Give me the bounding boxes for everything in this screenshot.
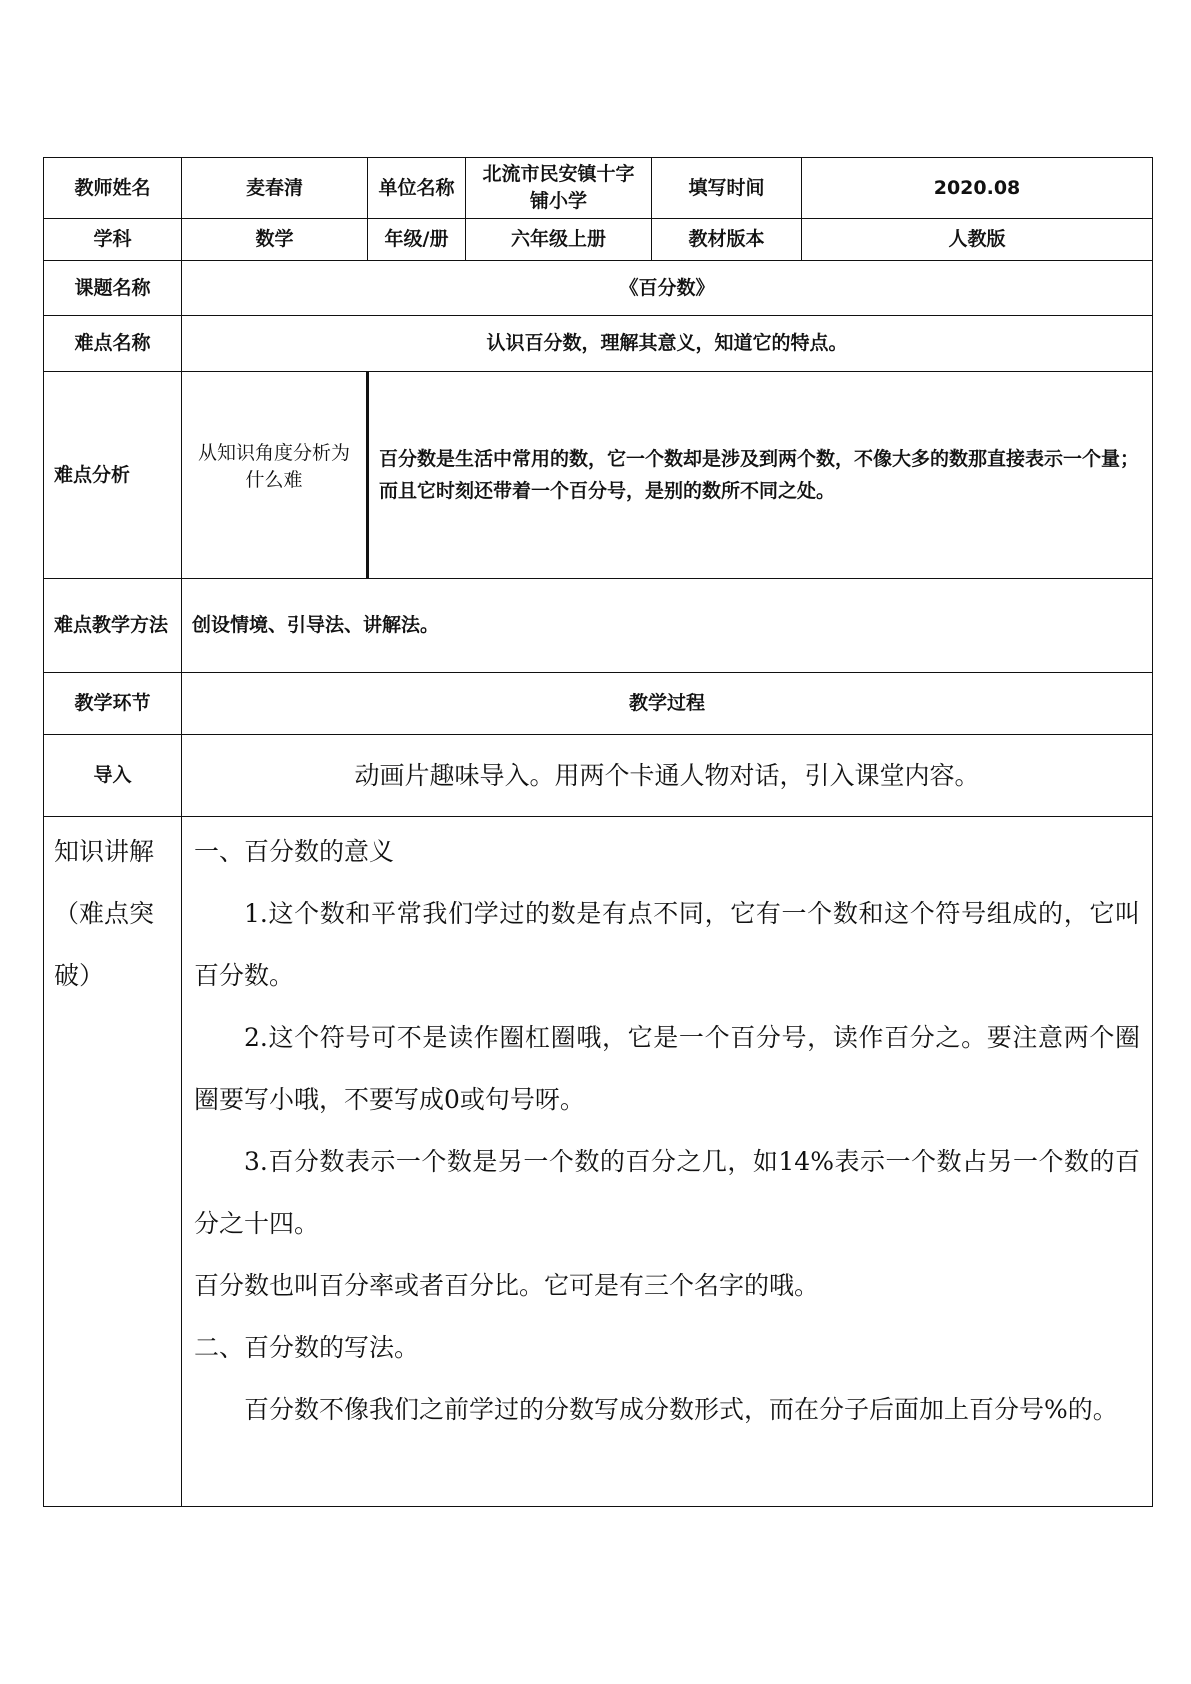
knowledge-paragraph-writing: 百分数不像我们之前学过的分数写成分数形式，而在分子后面加上百分号%的。: [244, 1395, 1118, 1424]
row-difficulty: [44, 316, 1153, 372]
row-method: [44, 579, 1153, 673]
knowledge-label-line-2: （难点突: [54, 899, 155, 928]
unit-name-label: 单位名称: [368, 158, 466, 219]
topic-label: 课题名称: [44, 261, 182, 316]
row-intro: [44, 735, 1153, 817]
subject-value: 数学: [182, 219, 368, 261]
fill-time-value: 2020.08: [802, 158, 1153, 219]
knowledge-content: [182, 817, 1153, 1507]
teacher-name-value: 麦春清: [182, 158, 368, 219]
teacher-name-label: 教师姓名: [44, 158, 182, 219]
row-subject-info: [44, 219, 1153, 261]
method-label: 难点教学方法: [44, 579, 182, 673]
stage-column-header: 教学环节: [44, 673, 182, 735]
difficulty-label: 难点名称: [44, 316, 182, 372]
knowledge-label: [44, 817, 182, 1507]
row-analysis: [44, 372, 1153, 579]
knowledge-paragraph-1: 1.这个数和平常我们学过的数是有点不同，它有一个数和这个符号组成的，它叫百分数。: [194, 899, 1140, 990]
edition-label: 教材版本: [652, 219, 802, 261]
analysis-label: 难点分析: [44, 372, 182, 579]
row-knowledge: [44, 817, 1153, 1507]
knowledge-paragraph-2: 2.这个符号可不是读作圈杠圈哦，它是一个百分号，读作百分之。要注意两个圈圈要写小哦，不要写成0或句号呀。: [194, 1023, 1140, 1114]
analysis-sub-label: 从知识角度分析为什么难: [182, 372, 368, 579]
method-value: 创设情境、引导法、讲解法。: [182, 579, 1153, 673]
knowledge-paragraph-3: 3.百分数表示一个数是另一个数的百分之几，如14%表示一个数占另一个数的百分之十四。: [194, 1147, 1140, 1238]
edition-value: 人教版: [802, 219, 1153, 261]
unit-name-value: 北流市民安镇十字铺小学: [466, 158, 652, 219]
analysis-value: 百分数是生活中常用的数，它一个数却是涉及到两个数，不像大多的数那直接表示一个量；而且它时刻还带着一个百分号，是别的数所不同之处。: [368, 372, 1153, 579]
section-heading-writing: 二、百分数的写法。: [194, 1333, 420, 1362]
difficulty-value: 认识百分数，理解其意义，知道它的特点。: [182, 316, 1153, 372]
knowledge-label-line-1: 知识讲解: [54, 837, 155, 866]
lesson-design-table: [43, 157, 1153, 1507]
process-column-header: 教学过程: [182, 673, 1153, 735]
topic-value: 《百分数》: [182, 261, 1153, 316]
intro-label: 导入: [44, 735, 182, 817]
row-teacher-info: [44, 158, 1153, 219]
intro-value: 动画片趣味导入。用两个卡通人物对话，引入课堂内容。: [182, 735, 1153, 817]
grade-value: 六年级上册: [466, 219, 652, 261]
row-process-header: [44, 673, 1153, 735]
subject-label: 学科: [44, 219, 182, 261]
knowledge-label-line-3: 破）: [54, 961, 105, 990]
grade-label: 年级/册: [368, 219, 466, 261]
section-heading-meaning: 一、百分数的意义: [194, 837, 395, 866]
fill-time-label: 填写时间: [652, 158, 802, 219]
row-topic: [44, 261, 1153, 316]
knowledge-paragraph-names: 百分数也叫百分率或者百分比。它可是有三个名字的哦。: [194, 1271, 820, 1300]
